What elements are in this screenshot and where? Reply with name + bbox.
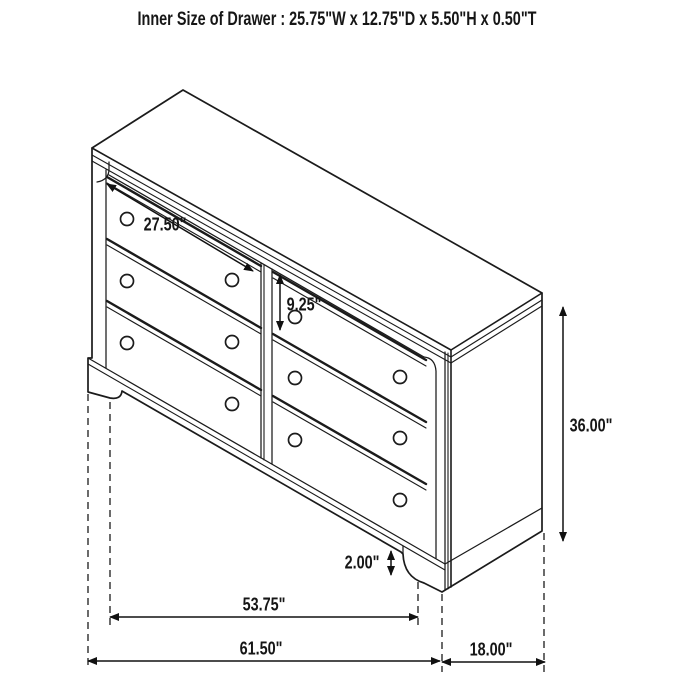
dim-label-foot-height: 2.00" <box>344 552 380 573</box>
drawer-knob <box>226 336 239 349</box>
dim-label-top-drawer-height: 9.25" <box>286 294 322 315</box>
dim-label-overall-width: 61.50" <box>239 638 283 659</box>
drawer-knob <box>226 398 239 411</box>
diagram-title: Inner Size of Drawer : 25.75"W x 12.75"D x 5.50"H x 0.50"T <box>137 9 537 30</box>
drawer-knob <box>121 337 134 350</box>
dim-label-overall-height: 36.00" <box>569 415 613 436</box>
dim-label-base-front-span: 53.75" <box>242 594 286 615</box>
drawer-knob <box>394 371 407 384</box>
drawer-knob <box>121 275 134 288</box>
drawer-knob <box>121 213 134 226</box>
drawer-knob <box>289 372 302 385</box>
drawer-knob <box>289 434 302 447</box>
drawer-knob <box>394 432 407 445</box>
drawer-knob <box>226 274 239 287</box>
dim-label-overall-depth: 18.00" <box>469 639 513 660</box>
drawer-knob <box>394 494 407 507</box>
dresser-silhouette <box>88 90 542 592</box>
dim-label-drawer-front-width: 27.50" <box>143 214 187 235</box>
